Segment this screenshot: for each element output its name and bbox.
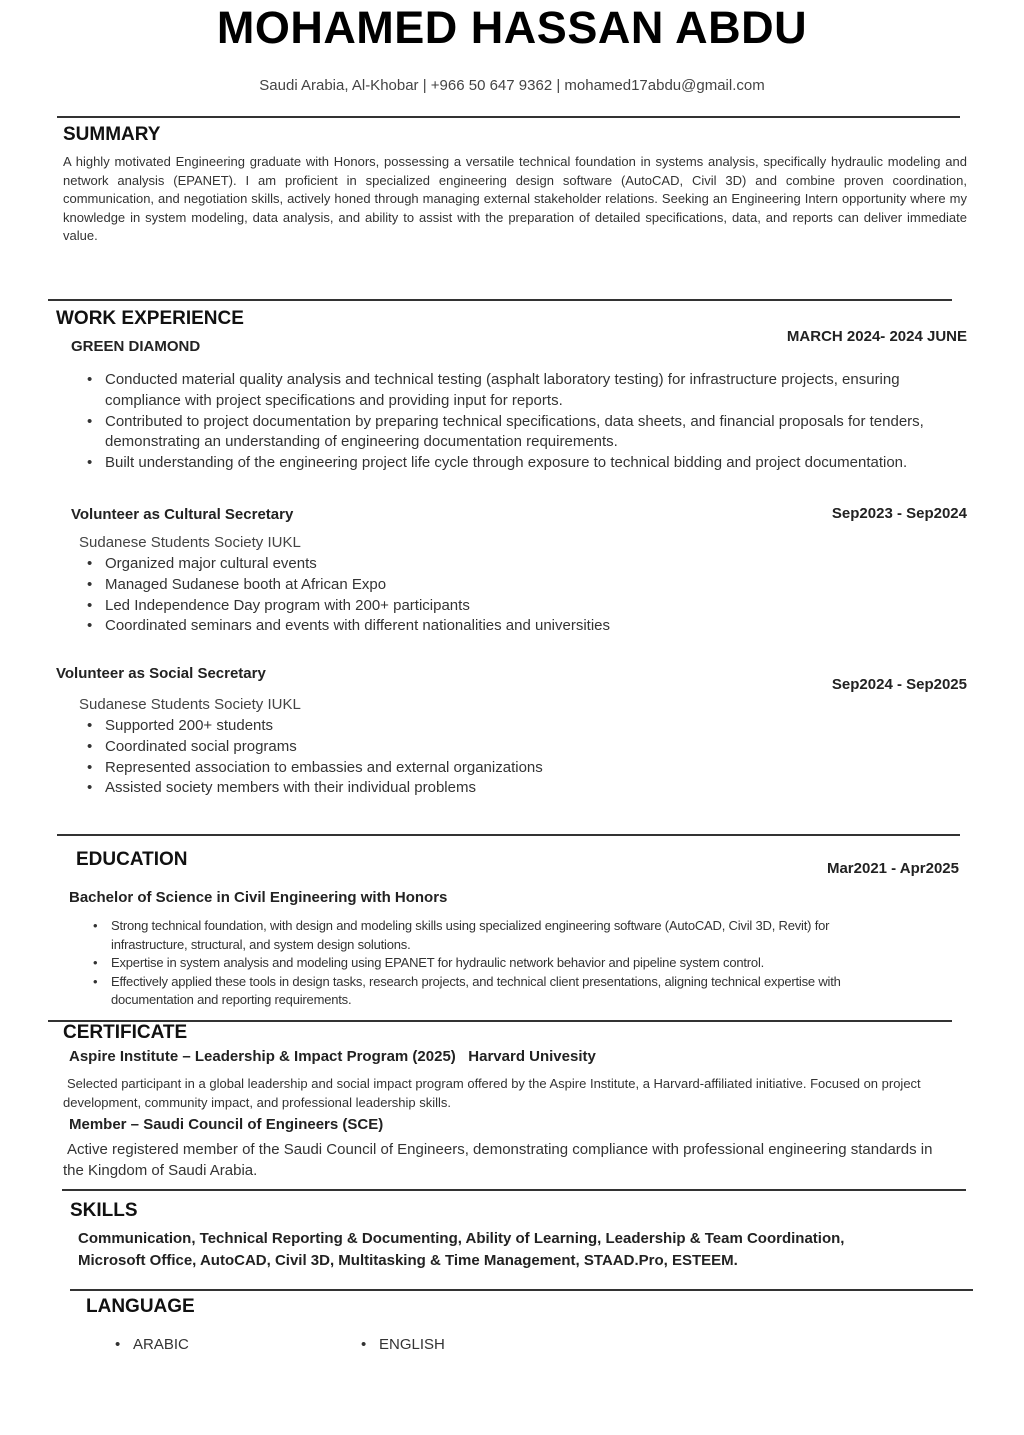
job-title: Volunteer as Social Secretary [56, 665, 266, 682]
list-item: • Conducted material quality analysis and technical testing (asphalt laboratory testing) for infrastructure projects, ensuring compliance with project specifications and providing input for reports. [79, 370, 959, 412]
certificate-heading: CERTIFICATE [63, 1022, 188, 1043]
education-date: Mar2021 - Apr2025 [826, 860, 959, 877]
language-item [107, 1334, 189, 1355]
summary-text: A highly motivated Engineering graduate with Honors, possessing a versatile technical foundation in systems analysis, specifically hydraulic modeling and network analysis (EPANET). I am proficient in specialized engineering design software (AutoCAD, Civil 3D) and combine proven coordination, communication, and negotiation skills, actively honed through managing external stakeholder relations. Seeking an Engineering Intern opportunity where my knowledge in system modeling, data analysis, and ability to assist with the preparation of detailed specifications, data, and reports can deliver immediate value. [63, 154, 967, 243]
list-item: • ARABIC [107, 1334, 189, 1355]
job-title: GREEN DIAMOND [71, 338, 201, 355]
divider [62, 1189, 966, 1191]
list-item: • Expertise in system analysis and modeling using EPANET for hydraulic network behavior and pipeline system control. [85, 954, 900, 973]
job-org: Sudanese Students Society IUKL [79, 534, 301, 551]
list-item: • ENGLISH [353, 1334, 445, 1355]
certificate-text: Active registered member of the Saudi Council of Engineers, demonstrating compliance with professional engineering standards in the Kingdom of Saudi Arabia. [63, 1141, 933, 1179]
divider [48, 299, 952, 301]
certificate-title: Member – Saudi Council of Engineers (SCE) [69, 1116, 384, 1133]
job-title: Volunteer as Cultural Secretary [71, 506, 294, 523]
divider [57, 116, 960, 118]
education-bullets [85, 917, 900, 1010]
work-heading: WORK EXPERIENCE [56, 308, 244, 329]
skills-heading: SKILLS [70, 1200, 138, 1221]
job-date: MARCH 2024- 2024 JUNE [786, 328, 967, 345]
summary-heading: SUMMARY [63, 124, 161, 145]
list-item: • Represented association to embassies and external organizations [79, 758, 959, 779]
list-item: • Built understanding of the engineering project life cycle through exposure to technical bidding and project documentation. [79, 453, 959, 474]
list-item: • Led Independence Day program with 200+ participants [79, 596, 959, 617]
job-org: Sudanese Students Society IUKL [79, 696, 301, 713]
education-heading: EDUCATION [76, 849, 188, 870]
list-item: • Assisted society members with their individual problems [79, 778, 959, 799]
list-item: • Organized major cultural events [79, 554, 959, 575]
degree-title: Bachelor of Science in Civil Engineering with Honors [69, 889, 448, 906]
divider [70, 1289, 973, 1291]
list-item: • Effectively applied these tools in design tasks, research projects, and technical client presentations, aligning technical expertise with documentation and reporting requirements. [85, 973, 900, 1010]
job-bullets [79, 370, 959, 474]
list-item: • Supported 200+ students [79, 716, 959, 737]
list-item: • Coordinated social programs [79, 737, 959, 758]
language-item [353, 1334, 445, 1355]
job-bullets [79, 554, 959, 637]
list-item: • Strong technical foundation, with design and modeling skills using specialized engineering software (AutoCAD, Civil 3D, Revit) for infrastructure, structural, and system design solutions. [85, 917, 900, 954]
skills-text: Communication, Technical Reporting & Documenting, Ability of Learning, Leadership & Team Coordination, Microsoft Office, AutoCAD, Civil 3D, Multitasking & Time Management, STAAD.Pro, ESTEEM. [78, 1230, 845, 1269]
certificate-text: Selected participant in a global leadership and social impact program offered by the Aspire Institute, a Harvard-affiliated initiative. Focused on project development, community impact, and professional leadership skills. [63, 1076, 921, 1110]
divider [57, 834, 960, 836]
contact-info: Saudi Arabia, Al-Khobar | +966 50 647 9362 | mohamed17abdu@gmail.com [259, 77, 765, 94]
list-item: • Managed Sudanese booth at African Expo [79, 575, 959, 596]
job-date: Sep2023 - Sep2024 [831, 505, 967, 522]
language-heading: LANGUAGE [86, 1296, 195, 1317]
candidate-name: MOHAMED HASSAN ABDU [216, 2, 808, 53]
job-bullets [79, 716, 959, 799]
list-item: • Coordinated seminars and events with different nationalities and universities [79, 616, 959, 637]
list-item: • Contributed to project documentation by preparing technical specifications, data sheets, and financial proposals for tenders, demonstrating an understanding of engineering documentation requirements. [79, 412, 959, 454]
certificate-title: Aspire Institute – Leadership & Impact Program (2025) Harvard Univesity [69, 1048, 596, 1065]
job-date: Sep2024 - Sep2025 [831, 676, 967, 693]
